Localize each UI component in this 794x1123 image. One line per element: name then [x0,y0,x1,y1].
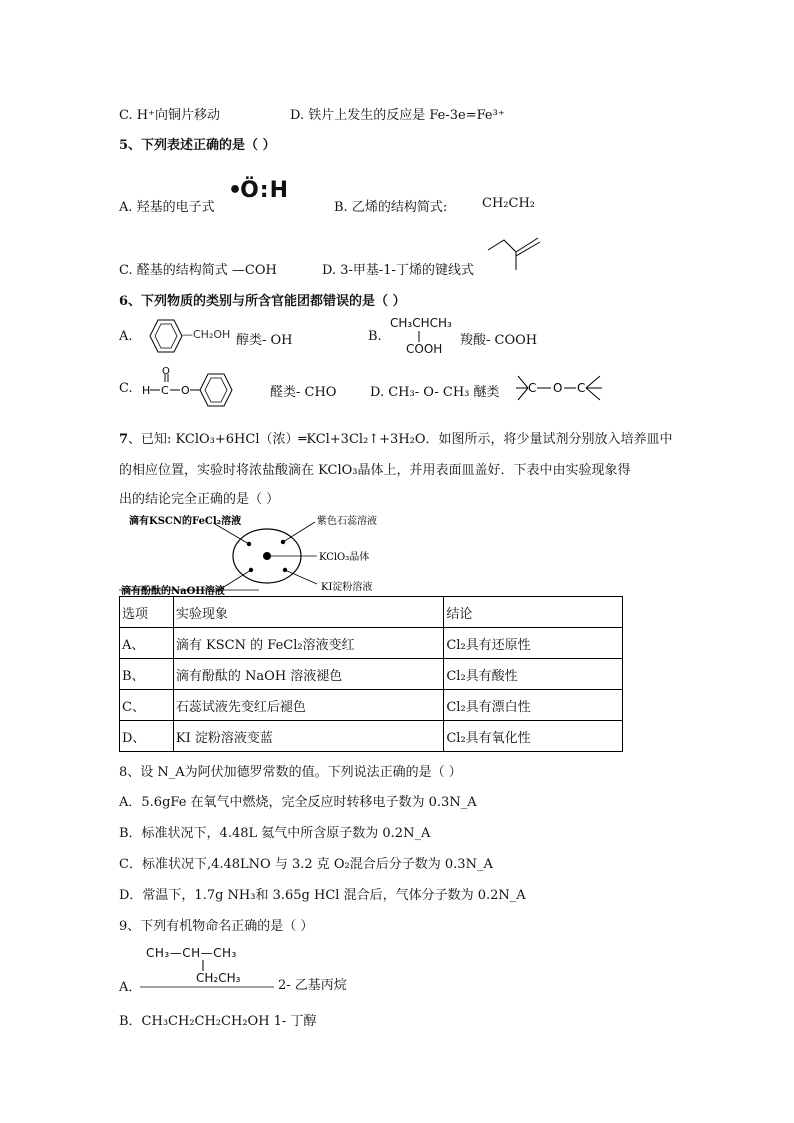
formula-o-ester: O [181,384,190,397]
q9-option-a-text: 2- 乙基丙烷 [278,978,347,993]
petri-dish-diagram [119,512,391,596]
q5-option-b-formula: CH₂CH₂ [482,196,535,211]
3-methyl-1-butene-skeletal-formula [486,230,546,272]
q9-option-a-label: A． [119,980,142,995]
q6-option-a-group: —CH₂OH [182,328,231,341]
table-row [120,659,623,690]
table-header-cell: 实验现象 [173,597,443,628]
q7-line-3: 出的结论完全正确的是（ ） [119,492,280,507]
fig-label-litmus: 紫色石蕊溶液 [317,516,377,527]
q6-option-b-text: 羧酸- COOH [460,333,538,348]
q8-stem: 8、设 N_A为阿伏加德罗常数的值。下列说法正确的是（ ） [119,765,462,780]
table-cell: KI 淀粉溶液变蓝 [173,721,443,752]
fig-label-ki: KI淀粉溶液 [321,582,373,593]
formula-o-carbonyl: O [162,366,170,377]
ether-c2: C [577,381,586,395]
q6-option-c-label: C. [119,381,133,396]
q6-option-c-text: 醛类- CHO [270,385,337,400]
phenyl-formate-structure [138,366,248,412]
table-header-cell: 结论 [444,597,623,628]
q9-option-a-struct-top: CH₃—CH—CH₃ [146,946,237,960]
q5-stem: 5、下列表述正确的是（ ） [119,138,276,153]
q8-option-d: D．常温下，1.7g NH₃和 3.65g HCl 混合后，气体分子数为 0.2N_A [119,888,526,903]
table-cell: 滴有 KSCN 的 FeCl₂溶液变红 [173,628,443,659]
table-cell: 滴有酚酞的 NaOH 溶液褪色 [173,659,443,690]
q5-option-c: C. 醛基的结构简式 —COH [119,263,277,278]
q7-line-1: 7、已知: KClO₃+6HCl（浓）═KCl+3Cl₂↑+3H₂O．如图所示，将少量试剂分别放入培养皿中 [119,432,673,447]
table-cell: B、 [120,659,174,690]
table-cell: Cl₂具有酸性 [444,659,623,690]
q6-stem: 6、下列物质的类别与所含官能团都错误的是（ ） [119,294,406,309]
q6-option-b-struct-top: CH₃CHCH₃ [390,316,452,330]
table-cell: Cl₂具有氧化性 [444,721,623,752]
fig-label-naoh: 滴有酚酞的NaOH溶液 [121,586,225,597]
table-header-cell: 选项 [120,597,174,628]
q9-option-b: B．CH₃CH₂CH₂CH₂OH 1- 丁醇 [119,1014,317,1029]
q6-option-b-label: B. [368,329,382,344]
q6-option-d-text: D. CH₃- O- CH₃ 醚类 [370,385,500,400]
q5-option-d: D. 3-甲基-1-丁烯的键线式 [322,263,474,278]
table-cell: Cl₂具有漂白性 [444,690,623,721]
q8-option-a: A．5.6gFe 在氧气中燃烧，完全反应时转移电子数为 0.3N_A [119,795,477,810]
q5-option-b: B. 乙烯的结构简式: [334,200,448,215]
table-row [120,721,623,752]
table-cell: A、 [120,628,174,659]
table-cell: 石蕊试液先变红后褪色 [173,690,443,721]
ether-o: O [553,381,563,395]
experiment-table [119,596,623,752]
q8-option-c: C．标准状况下,4.48LNO 与 3.2 克 O₂混合后分子数为 0.3N_A [119,857,493,872]
formula-h: H [142,384,151,397]
table-row [120,628,623,659]
q6-option-a-text: 醇类- OH [236,333,293,348]
q9-stem: 9、下列有机物命名正确的是（ ） [119,919,314,934]
q8-option-b: B．标准状况下，4.48L 氦气中所含原子数为 0.2N_A [119,826,431,841]
q9-option-a-struct-bottom: CH₂CH₃ [196,971,241,985]
q4-option-c: C. H⁺向铜片移动 [119,108,220,123]
hydroxyl-electron-formula: •Ö:H [228,178,288,203]
q6-option-b-struct-bottom: COOH [406,342,443,356]
q6-option-a-label: A. [119,329,133,344]
underline-rule [140,986,276,990]
table-cell: C、 [120,690,174,721]
table-header-row [120,597,623,628]
table-cell: D、 [120,721,174,752]
q7-line-2: 的相应位置，实验时将浓盐酸滴在 KClO₃晶体上，并用表面皿盖好．下表中由实验现象得 [119,463,631,478]
fig-label-fecl2: 滴有KSCN的FeCl₂溶液 [129,516,242,527]
q5-option-a: A. 羟基的电子式 [119,200,215,215]
ether-c1: C [528,381,537,395]
table-row [120,690,623,721]
q4-option-d: D. 铁片上发生的反应是 Fe-3e=Fe³⁺ [290,108,505,123]
formula-c: C [161,384,169,397]
fig-label-kclo3: KClO₃晶体 [319,552,370,563]
ether-structure [514,370,606,406]
table-cell: Cl₂具有还原性 [444,628,623,659]
